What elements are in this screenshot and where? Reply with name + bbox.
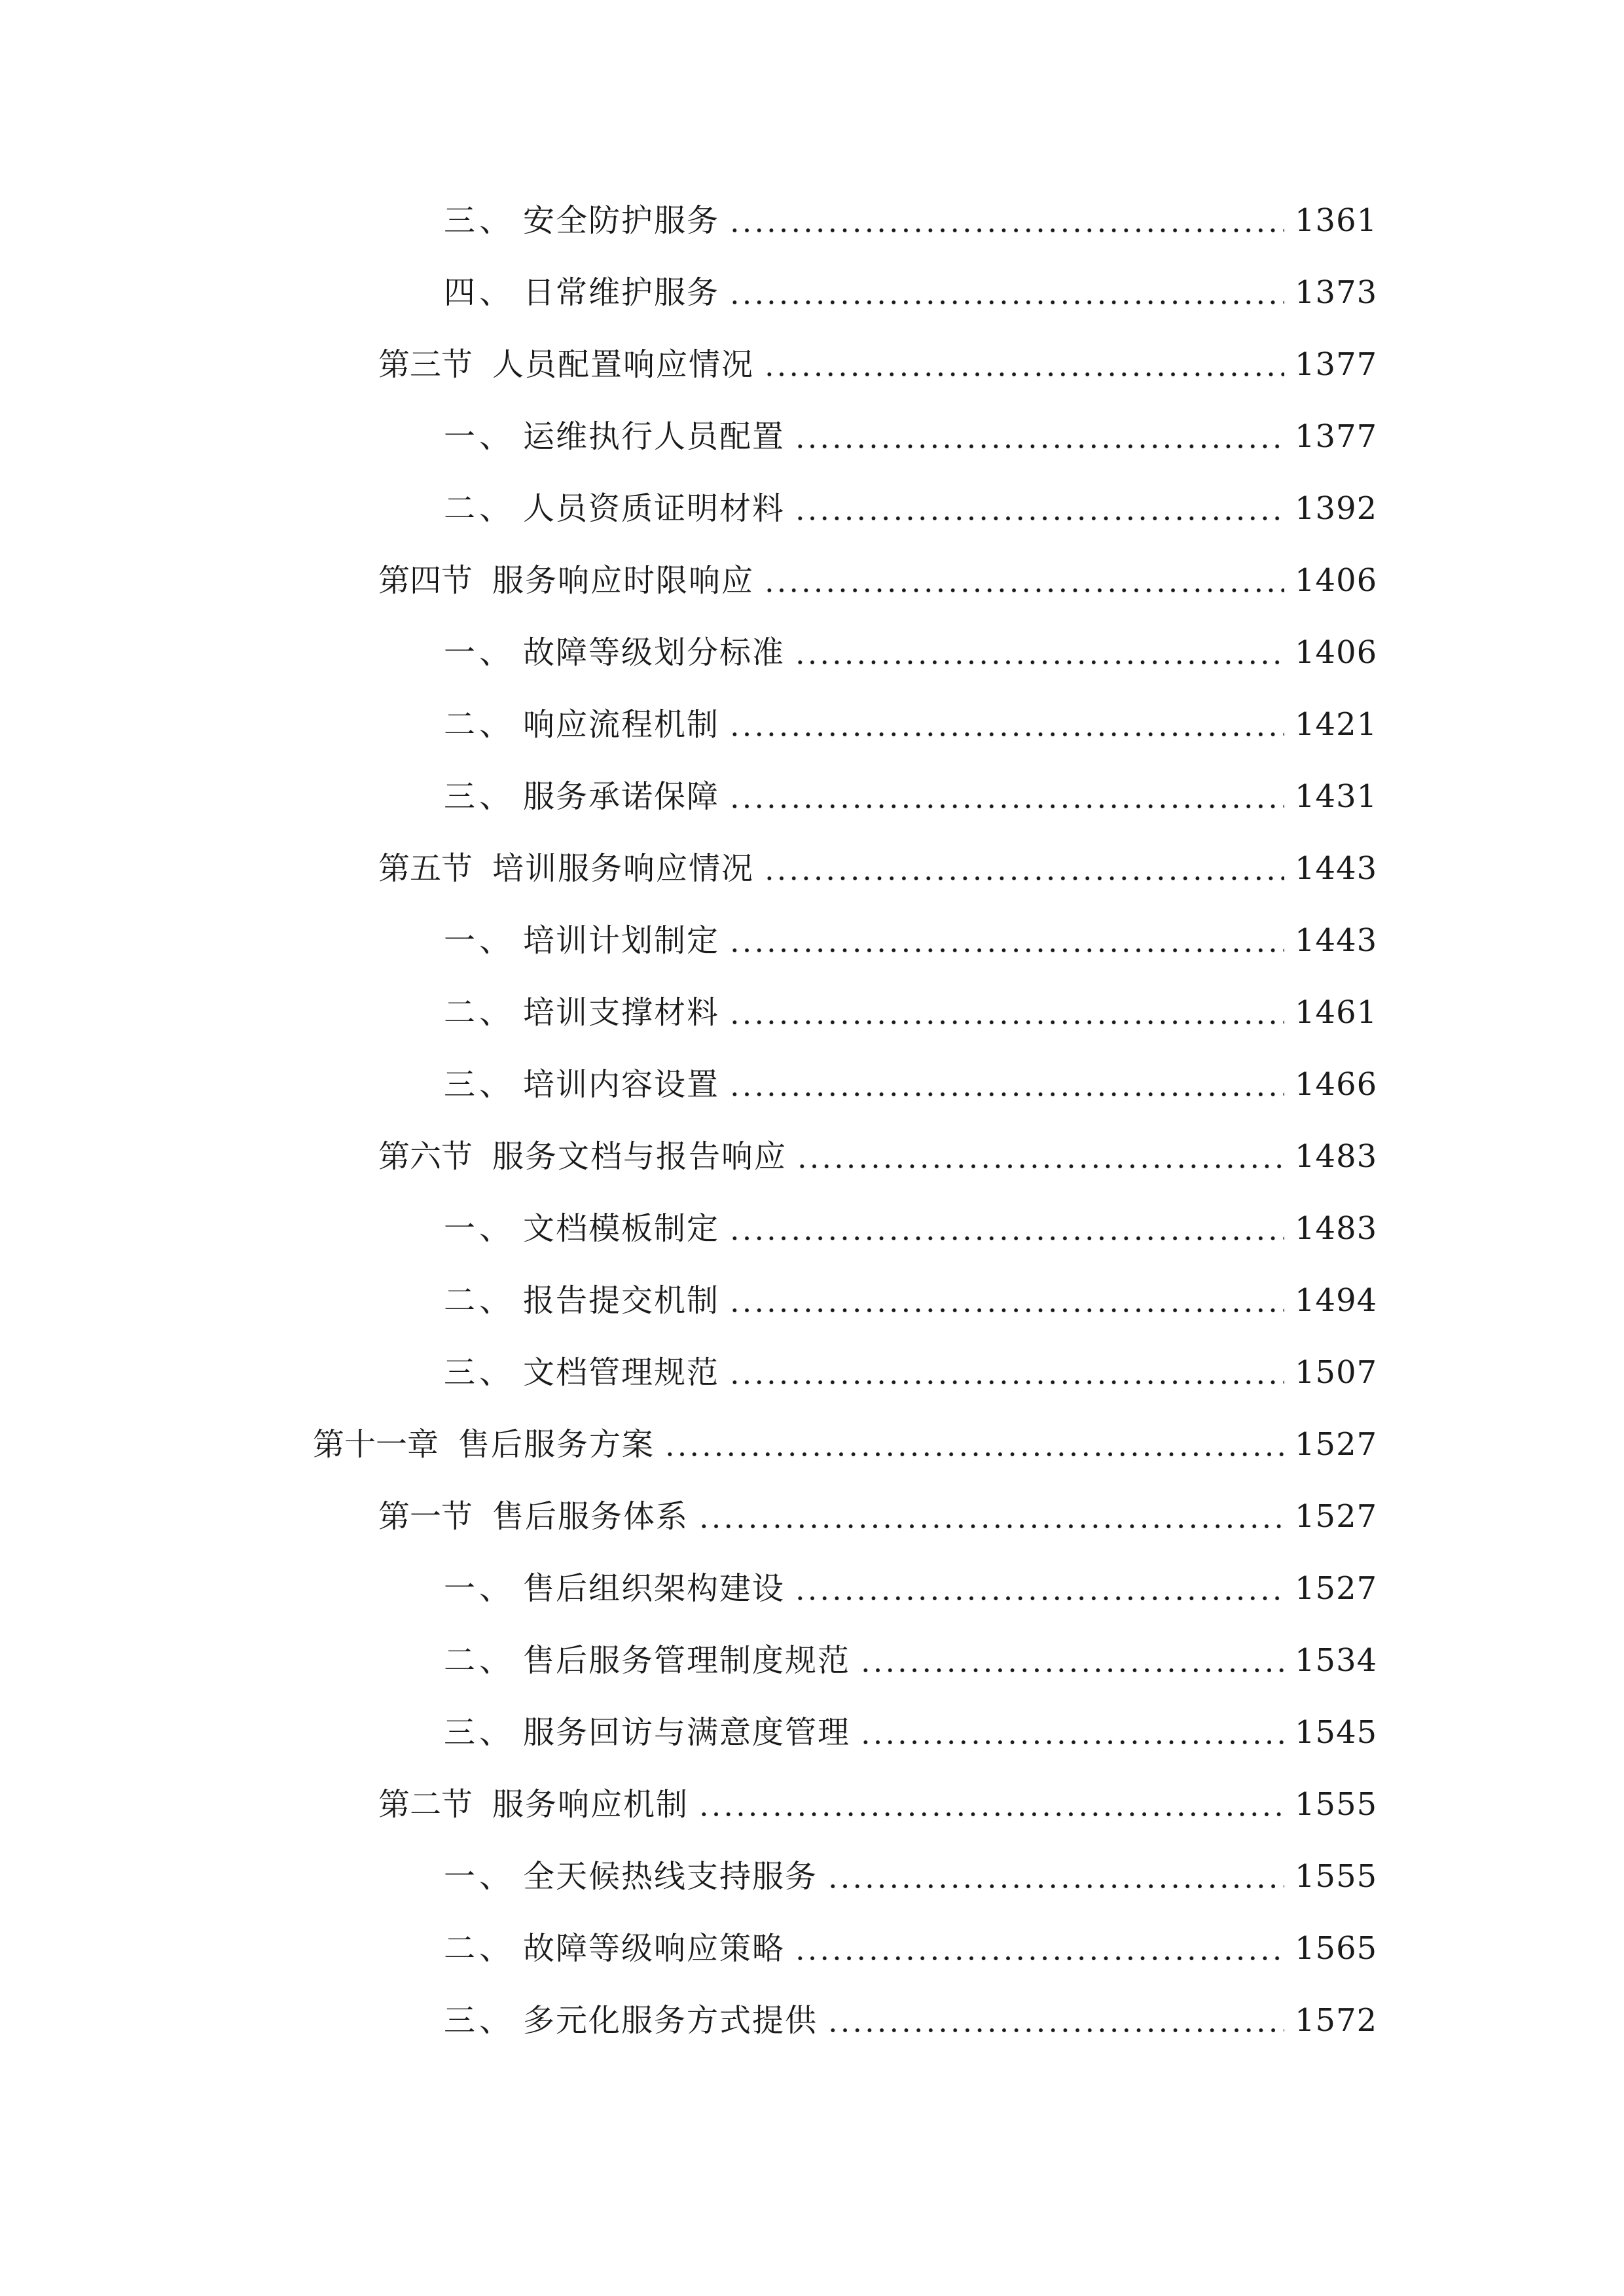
item-number: 三、 xyxy=(444,2002,515,2039)
item-title: 运维执行人员配置 xyxy=(523,418,785,455)
page-number: 1406 xyxy=(1295,634,1378,671)
dot-leader xyxy=(859,1645,1284,1676)
dot-leader xyxy=(729,997,1284,1028)
toc-entry-item[interactable] xyxy=(0,1552,1624,1624)
page-number: 1406 xyxy=(1295,562,1378,599)
toc-entry-section[interactable] xyxy=(0,833,1624,905)
item-number: 一、 xyxy=(444,418,515,455)
dot-leader xyxy=(794,1573,1284,1604)
toc-entry-item[interactable] xyxy=(0,761,1624,833)
item-number: 二、 xyxy=(444,706,515,743)
item-title: 培训支撑材料 xyxy=(523,994,720,1031)
toc-entry-section[interactable] xyxy=(0,1121,1624,1193)
section-title: 培训服务响应情况 xyxy=(492,850,755,887)
toc-entry-section[interactable] xyxy=(0,1768,1624,1840)
page-number: 1572 xyxy=(1295,2002,1378,2039)
page-number: 1421 xyxy=(1295,706,1378,743)
item-title: 安全防护服务 xyxy=(523,202,720,239)
item-number: 四、 xyxy=(444,274,515,311)
item-title: 文档模板制定 xyxy=(523,1210,720,1247)
toc-entry-item[interactable] xyxy=(0,1840,1624,1912)
section-number: 第三节 xyxy=(378,346,473,383)
item-title: 培训计划制定 xyxy=(523,922,720,959)
dot-leader xyxy=(729,1213,1284,1244)
page-number: 1483 xyxy=(1295,1210,1378,1247)
section-title: 服务文档与报告响应 xyxy=(492,1138,787,1175)
dot-leader xyxy=(794,637,1284,668)
item-title: 多元化服务方式提供 xyxy=(523,2002,818,2039)
toc-entry-item[interactable] xyxy=(0,1624,1624,1696)
dot-leader xyxy=(763,853,1284,884)
toc-entry-item[interactable] xyxy=(0,401,1624,473)
toc-entry-item[interactable] xyxy=(0,257,1624,329)
section-title: 人员配置响应情况 xyxy=(492,346,755,383)
item-number: 一、 xyxy=(444,634,515,671)
page-number: 1555 xyxy=(1295,1786,1378,1823)
item-number: 二、 xyxy=(444,1930,515,1967)
toc-entry-item[interactable] xyxy=(0,617,1624,689)
dot-leader xyxy=(794,421,1284,452)
section-title: 服务响应时限响应 xyxy=(492,562,755,599)
item-title: 日常维护服务 xyxy=(523,274,720,311)
chapter-number: 第十一章 xyxy=(313,1426,439,1463)
page-number: 1494 xyxy=(1295,1282,1378,1319)
page-number: 1431 xyxy=(1295,778,1378,815)
section-number: 第六节 xyxy=(378,1138,473,1175)
dot-leader xyxy=(729,781,1284,812)
page-number: 1527 xyxy=(1295,1498,1378,1535)
page-number: 1392 xyxy=(1295,490,1378,527)
item-number: 一、 xyxy=(444,1570,515,1607)
section-number: 第一节 xyxy=(378,1498,473,1535)
page-number: 1565 xyxy=(1295,1930,1378,1967)
item-number: 二、 xyxy=(444,1642,515,1679)
item-number: 三、 xyxy=(444,1354,515,1391)
item-number: 三、 xyxy=(444,202,515,239)
page-number: 1361 xyxy=(1295,202,1378,239)
toc-entry-item[interactable] xyxy=(0,473,1624,545)
item-number: 一、 xyxy=(444,1210,515,1247)
dot-leader xyxy=(827,1861,1284,1892)
item-title: 服务回访与满意度管理 xyxy=(523,1714,851,1751)
section-number: 第四节 xyxy=(378,562,473,599)
page-number: 1443 xyxy=(1295,850,1378,887)
dot-leader xyxy=(729,709,1284,740)
toc-entry-item[interactable] xyxy=(0,977,1624,1049)
item-title: 人员资质证明材料 xyxy=(523,490,785,527)
item-title: 故障等级响应策略 xyxy=(523,1930,785,1967)
item-number: 三、 xyxy=(444,778,515,815)
item-number: 二、 xyxy=(444,490,515,527)
item-title: 培训内容设置 xyxy=(523,1066,720,1103)
toc-entry-section[interactable] xyxy=(0,1480,1624,1552)
dot-leader xyxy=(729,1357,1284,1388)
toc-entry-item[interactable] xyxy=(0,1912,1624,1984)
dot-leader xyxy=(796,1141,1284,1172)
section-number: 第二节 xyxy=(378,1786,473,1823)
toc-entry-chapter[interactable] xyxy=(0,1408,1624,1480)
item-number: 一、 xyxy=(444,1858,515,1895)
page-number: 1555 xyxy=(1295,1858,1378,1895)
section-title: 售后服务体系 xyxy=(492,1498,689,1535)
item-title: 报告提交机制 xyxy=(523,1282,720,1319)
item-number: 三、 xyxy=(444,1066,515,1103)
chapter-title: 售后服务方案 xyxy=(458,1426,655,1463)
item-title: 全天候热线支持服务 xyxy=(523,1858,818,1895)
item-title: 文档管理规范 xyxy=(523,1354,720,1391)
dot-leader xyxy=(827,2005,1284,2036)
page-number: 1545 xyxy=(1295,1714,1378,1751)
page-number: 1461 xyxy=(1295,994,1378,1031)
item-title: 响应流程机制 xyxy=(523,706,720,743)
toc-entry-item[interactable] xyxy=(0,1265,1624,1336)
dot-leader xyxy=(794,1933,1284,1964)
item-title: 服务承诺保障 xyxy=(523,778,720,815)
item-number: 一、 xyxy=(444,922,515,959)
page-number: 1373 xyxy=(1295,274,1378,311)
dot-leader xyxy=(664,1429,1284,1460)
item-number: 三、 xyxy=(444,1714,515,1751)
page-number: 1466 xyxy=(1295,1066,1378,1103)
item-title: 售后服务管理制度规范 xyxy=(523,1642,851,1679)
dot-leader xyxy=(763,349,1284,380)
toc-entry-section[interactable] xyxy=(0,545,1624,617)
dot-leader xyxy=(729,1069,1284,1100)
page-number: 1527 xyxy=(1295,1426,1378,1463)
page-number: 1527 xyxy=(1295,1570,1378,1607)
toc-entry-section[interactable] xyxy=(0,329,1624,401)
item-number: 二、 xyxy=(444,1282,515,1319)
dot-leader xyxy=(698,1501,1284,1532)
toc-entry-item[interactable] xyxy=(0,1049,1624,1121)
toc-entry-item[interactable] xyxy=(0,1193,1624,1265)
toc-entry-item[interactable] xyxy=(0,905,1624,977)
page-number: 1377 xyxy=(1295,418,1378,455)
page-number: 1443 xyxy=(1295,922,1378,959)
dot-leader xyxy=(763,565,1284,596)
section-title: 服务响应机制 xyxy=(492,1786,689,1823)
page-number: 1507 xyxy=(1295,1354,1378,1391)
dot-leader xyxy=(859,1717,1284,1748)
toc-entry-item[interactable] xyxy=(0,1984,1624,2056)
toc-entry-item[interactable] xyxy=(0,1336,1624,1408)
toc-entry-item[interactable] xyxy=(0,689,1624,761)
dot-leader xyxy=(729,277,1284,308)
dot-leader xyxy=(729,1285,1284,1316)
dot-leader xyxy=(729,205,1284,236)
table-of-contents xyxy=(0,185,1624,2056)
item-title: 故障等级划分标准 xyxy=(523,634,785,671)
dot-leader xyxy=(729,925,1284,956)
dot-leader xyxy=(698,1789,1284,1820)
dot-leader xyxy=(794,493,1284,524)
page-number: 1534 xyxy=(1295,1642,1378,1679)
item-number: 二、 xyxy=(444,994,515,1031)
page-number: 1377 xyxy=(1295,346,1378,383)
toc-entry-item[interactable] xyxy=(0,1696,1624,1768)
section-number: 第五节 xyxy=(378,850,473,887)
page-number: 1483 xyxy=(1295,1138,1378,1175)
toc-entry-item[interactable] xyxy=(0,185,1624,257)
item-title: 售后组织架构建设 xyxy=(523,1570,785,1607)
